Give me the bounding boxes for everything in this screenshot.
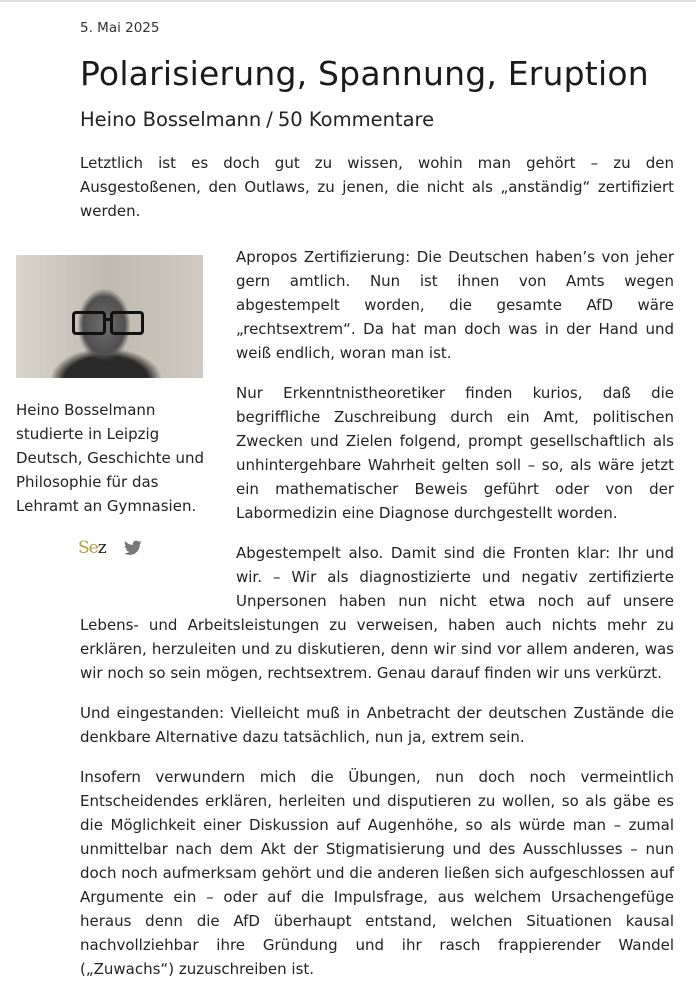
social-links — [16, 536, 206, 560]
article-paragraph-6: Insofern verwundern mich die Übungen, nun doch noch vermeintlich Entscheidendes erklären, herleiten und disputieren zu wollen, so als gäbe es die Möglichkeit einer Diskussion auf Augenhöhe, so als würde man – zumal unmittelbar nach dem Akt der Stigmatisierung und des Ausschlusses – nun doch noch aufmerksam gehört und die anderen ließen sich aufgeschlossen auf Argumente ein – oder auf die Impulsfrage, aus welchem Ursachengefüge heraus denn die AfD überhaupt entstand, welchen Situationen kausal nachvollziehbar ihre Gründung und ihr rasch frappierender Wandel („Zuwachs“) zuzuschreiben ist. — [80, 768, 674, 978]
photo-detail — [72, 311, 106, 335]
author-link[interactable]: Heino Bosselmann — [80, 108, 262, 131]
article-paragraph-5: Und eingestanden: Vielleicht muß in Anbetracht der deutschen Zustände die denkbare Alternative dazu tatsächlich, nun ja, extrem sein. — [80, 704, 674, 746]
article-paragraph-2: Apropos Zertifizierung: Die Deutschen haben’s von jeher gern amtlich. Nun ist ihnen von Amts wegen abgestempelt worden, die gesamte AfD wäre „rechtsextrem“. Da hat man doch was in der Hand und weiß endlich, woran man ist. — [236, 248, 674, 362]
article-date: 5. Mai 2025 — [80, 20, 160, 36]
byline — [80, 108, 434, 131]
sez-icon[interactable]: Sez — [78, 538, 106, 558]
comments-link[interactable]: 50 Kommentare — [277, 108, 435, 131]
top-divider — [0, 0, 696, 2]
article-paragraph-4: Abgestempelt also. Damit sind die Fronten klar: Ihr und wir. – Wir als diagnostizierte und negativ zertifizierte Unpersonen haben nun nicht etwa noch auf unsere Lebens- und Arbeitsleistungen zu verweisen, haben auch nichts mehr zu erklären, herzuleiten und zu diskutieren, denn wir sind vor allem anderen, was wir noch so sein mögen, rechtsextrem. Genau darauf finden wir uns verkürzt. — [80, 544, 674, 682]
author-photo — [16, 255, 203, 378]
photo-detail — [110, 311, 144, 335]
article-body — [16, 151, 674, 997]
author-box — [16, 245, 206, 601]
author-bio: Heino Bosselmann studierte in Leipzig Deutsch, Geschichte und Philosophie für das Lehramt an Gymnasien. — [16, 401, 205, 515]
article-title: Polarisierung, Spannung, Eruption — [80, 54, 649, 93]
article-paragraph-1: Letztlich ist es doch gut zu wissen, wohin man gehört – zu den Ausgestoßenen, den Outlaws, zu jenen, die nicht als „anständig“ zertifiziert werden. — [80, 154, 674, 220]
twitter-icon[interactable] — [124, 540, 142, 556]
photo-detail — [103, 318, 111, 321]
article-paragraph-3: Nur Erkenntnistheoretiker finden kurios, daß die begriffliche Zuschreibung durch ein Amt, politischen Zwecken und Zielen folgend, prompt gesellschaftlich als unhintergehbare Wahrheit gelten soll – so, als wäre jetzt ein mathematischer Beweis geführt oder von der Labormedizin eine Diagnose durchgestellt worden. — [236, 384, 674, 522]
byline-separator: / — [266, 108, 273, 131]
